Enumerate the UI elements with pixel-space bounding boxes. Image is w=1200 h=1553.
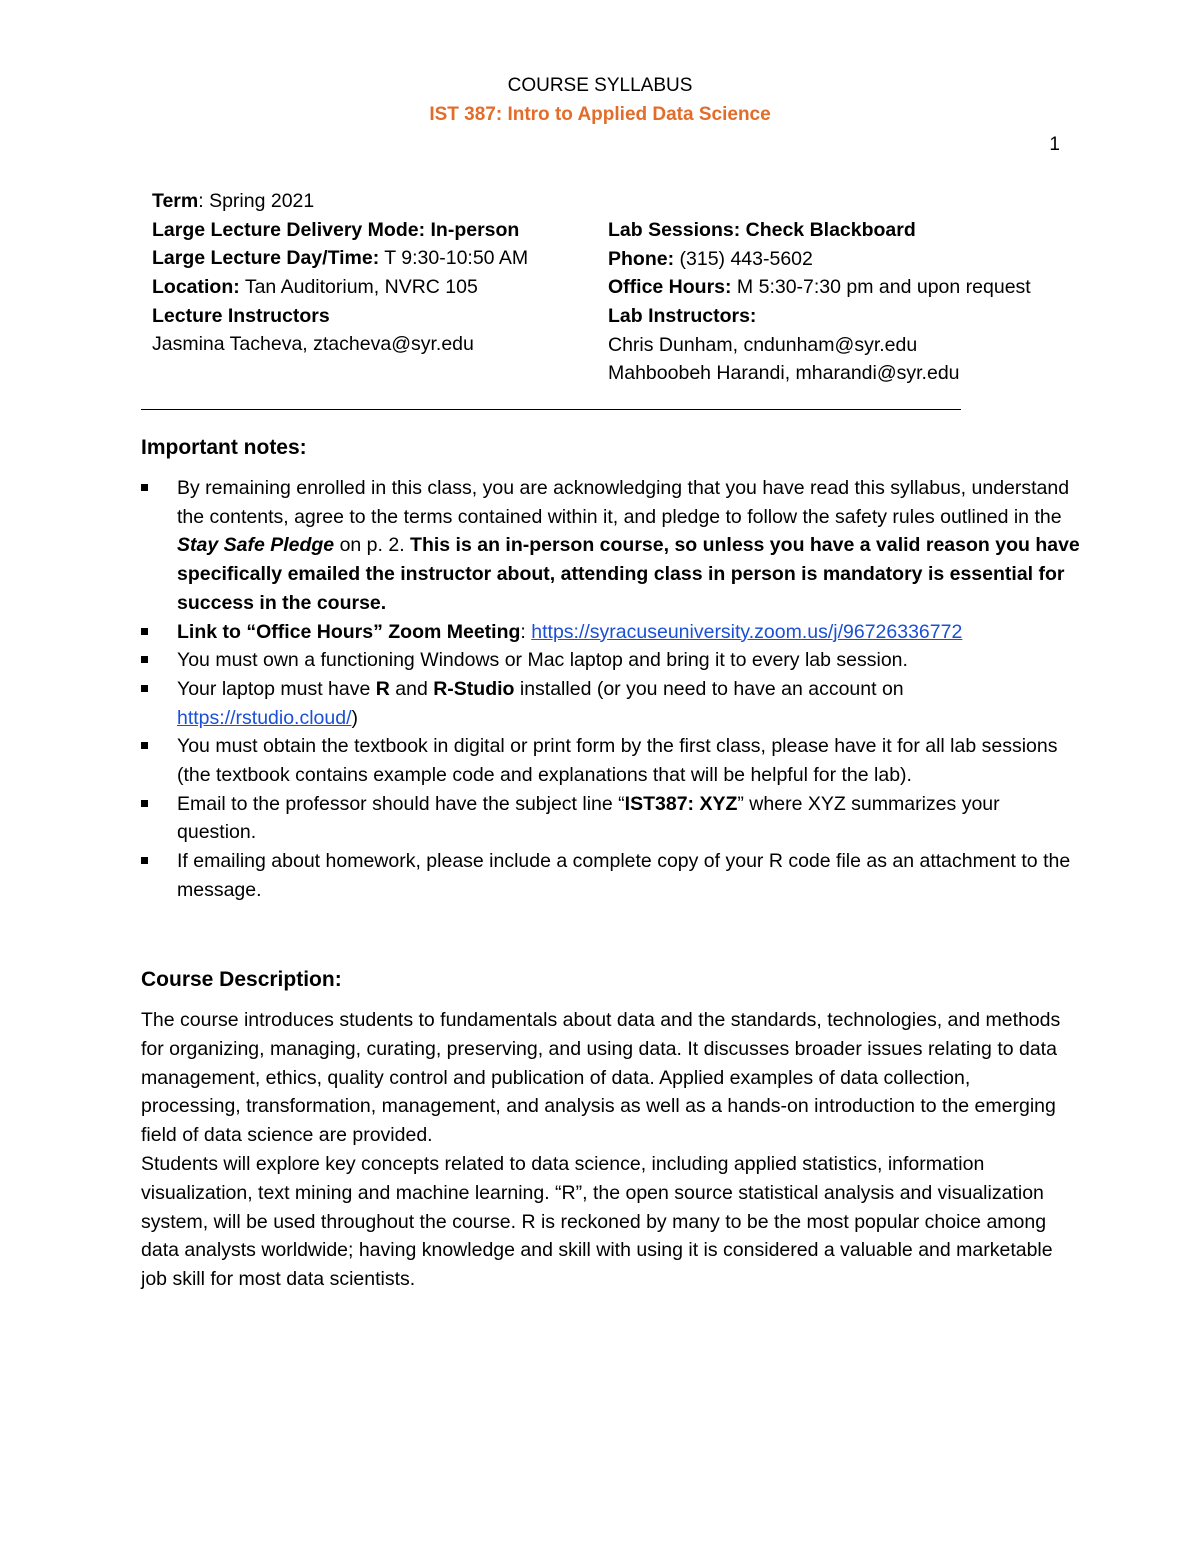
description-paragraph: Students will explore key concepts related to data science, including applied statistics, information visualization, text mining and machine learning. “R”, the open source statistical analysis and visualization system, will be used throughout the course. R is reckoned by many to be the most popular choice among data analysts worldwide; having knowledge and skill with using it is considered a valuable and marketable job skill for most data scientists. <box>141 1152 1053 1291</box>
lab-instructors-row <box>608 302 1031 331</box>
important-notes-heading: Important notes: <box>141 436 307 459</box>
list-item <box>141 646 1081 675</box>
note-text: ) <box>351 706 359 729</box>
term-row <box>152 187 528 216</box>
note-text: If emailing about homework, please include a complete copy of your R code file as an attachment to the message. <box>177 850 1071 901</box>
location-row <box>152 273 528 302</box>
office-hours-label: Office Hours: <box>608 276 732 299</box>
bullet-square-icon <box>141 656 148 663</box>
note-text: : <box>520 620 532 643</box>
location-value: Tan Auditorium, NVRC 105 <box>239 276 478 299</box>
page-number: 1 <box>1049 134 1060 155</box>
course-info-right <box>608 216 1031 388</box>
term-value: : Spring 2021 <box>198 190 315 212</box>
office-hours-row <box>608 273 1031 302</box>
day-time-label: Large Lecture Day/Time: <box>152 247 380 270</box>
phone-value: (315) 443-5602 <box>674 247 813 270</box>
lab-sessions: Lab Sessions: Check Blackboard <box>608 219 916 241</box>
bullet-square-icon <box>141 800 148 807</box>
bullet-square-icon <box>141 742 148 749</box>
lecture-instructors-row <box>152 302 528 331</box>
document-title: COURSE SYLLABUS <box>507 75 693 96</box>
r-label: R <box>375 677 390 700</box>
note-text: installed (or you need to have an account on <box>514 677 904 700</box>
bullet-square-icon <box>141 484 148 491</box>
phone-row <box>608 245 1031 274</box>
list-item <box>141 732 1081 789</box>
course-subtitle: IST 387: Intro to Applied Data Science <box>429 104 771 125</box>
zoom-meeting-link[interactable]: https://syracuseuniversity.zoom.us/j/96726336772 <box>531 620 963 643</box>
term-label: Term <box>152 190 199 212</box>
delivery-mode: Large Lecture Delivery Mode: In-person <box>152 218 520 241</box>
bullet-square-icon <box>141 685 148 692</box>
location-label: Location: <box>152 276 240 299</box>
day-time-value: T 9:30-10:50 AM <box>379 247 529 270</box>
lab-sessions-row <box>608 216 1031 245</box>
note-text: Email to the professor should have the subject line “ <box>177 792 625 815</box>
lab-instructor-1: Chris Dunham, cndunham@syr.edu <box>608 333 918 356</box>
lab-instructor-2: Mahboobeh Harandi, mharandi@syr.edu <box>608 362 960 385</box>
list-item <box>141 790 1081 847</box>
note-text: and <box>389 677 434 700</box>
horizontal-divider <box>141 409 961 410</box>
important-notes-list <box>141 474 1081 905</box>
note-text: You must obtain the textbook in digital or print form by the first class, please have it for all lab sessions (the textbook contains example code and explanations that will be helpful for the lab). <box>177 735 1058 787</box>
lecture-instructor-1: Jasmina Tacheva, ztacheva@syr.edu <box>152 333 474 356</box>
office-hours-value: M 5:30-7:30 pm and upon request <box>731 276 1031 299</box>
note-text: on p. 2. <box>334 534 411 557</box>
bullet-square-icon <box>141 628 148 635</box>
rstudio-label: R-Studio <box>433 677 515 700</box>
note-text: By remaining enrolled in this class, you are acknowledging that you have read this syllabus, understand the contents, agree to the terms contained within it, and pledge to follow the safety rules outlined in the <box>177 477 1070 528</box>
note-text: Your laptop must have <box>177 677 376 700</box>
bullet-square-icon <box>141 857 148 864</box>
in-person-notice: This is an in-person course, so unless you have a valid reason you have specifically emailed the instructor about, attending class in person is mandatory is essential for success in the course. <box>177 534 1080 614</box>
rstudio-cloud-link[interactable]: https://rstudio.cloud/ <box>177 706 352 729</box>
note-text: You must own a functioning Windows or Mac laptop and bring it to every lab session. <box>177 649 908 672</box>
phone-label: Phone: <box>608 247 675 270</box>
lecture-instructors-label: Lecture Instructors <box>152 304 330 327</box>
course-info-left <box>152 187 528 359</box>
list-item <box>141 618 1081 647</box>
list-item <box>141 675 1081 732</box>
course-description-heading: Course Description: <box>141 968 342 991</box>
subject-line-format: IST387: XYZ <box>624 792 738 815</box>
course-description-body <box>141 1006 1071 1294</box>
list-item <box>141 474 1081 618</box>
day-time-row <box>152 244 528 273</box>
lab-instructors-label: Lab Instructors: <box>608 305 757 328</box>
delivery-mode-row <box>152 216 528 245</box>
note-text: ” where XYZ summarizes your question. <box>177 792 1000 844</box>
description-paragraph: The course introduces students to fundamentals about data and the standards, technologies, and methods for organizing, managing, curating, preserving, and using data. It discusses broader issues relating to data management, ethics, quality control and publication of data. Applied examples of data collection, processing, transformation, management, and analysis as well as a hands-on introduction to the emerging field of data science are provided. <box>141 1009 1061 1147</box>
zoom-link-label: Link to “Office Hours” Zoom Meeting <box>177 620 521 643</box>
stay-safe-pledge: Stay Safe Pledge <box>177 534 335 557</box>
list-item <box>141 847 1081 904</box>
